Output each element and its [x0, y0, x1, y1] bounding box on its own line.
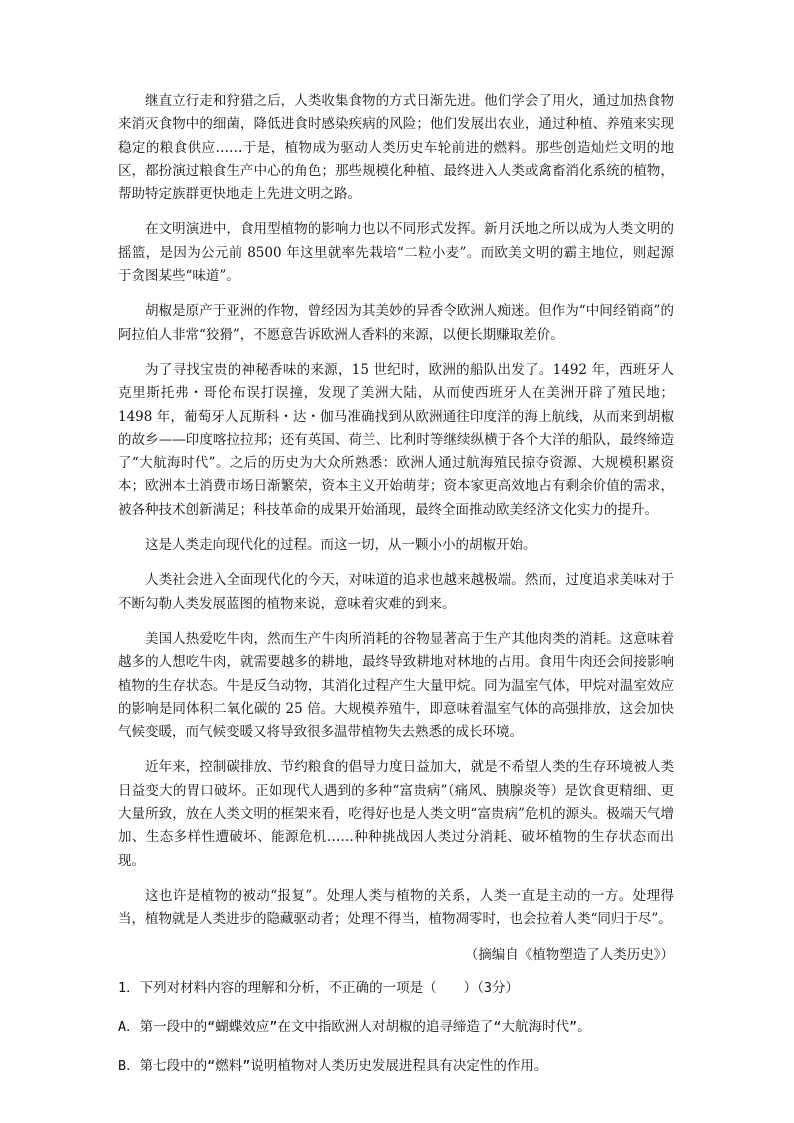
article-paragraph-1: 继直立行走和狩猎之后，人类收集食物的方式日渐先进。他们学会了用火，通过加热食物来消灭食物中的细菌，降低进食时感染疾病的风险；他们发展出农业，通过种植、养殖来实现稳定的粮食供应……于是，植物成为驱动人类历史车轮前进的燃料。那些创造灿烂文明的地区，都扮演过粮食生产中心的角色；那些规模化种植、最终进入人类或禽畜消化系统的植物，帮助特定族群更快地走上先进文明之路。: [118, 93, 674, 203]
article-paragraph-6: 人类社会进入全面现代化的今天，对味道的追求也越来越极端。然而，过度追求美味对于不断勾勒人类发展蓝图的植物来说，意味着灾难的到来。: [118, 572, 674, 612]
article-paragraph-4: 为了寻找宝贵的神秘香味的来源，15 世纪时，欧洲的船队出发了。1492 年，西班牙人克里斯托弗・哥伦布误打误撞，发现了美洲大陆，从而使西班牙人在美洲开辟了殖民地；1498 年，葡萄牙人瓦斯科・达・伽马准确找到从欧洲通往印度洋的海上航线，从而来到胡椒的故乡——印度喀拉拉邦；还有英国、荷兰、比利时等继续纵横于各个大洋的船队，最终缔造了“大航海时代”。之后的历史为大众所熟悉：欧洲人通过航海殖民掠夺资源、大规模积累资本；欧洲本土消费市场日渐繁荣，资本主义开始萌芽；资本家更高效地占有剩余价值的需求，被各种技术创新满足；科技革命的成果开始涌现，最终全面推动欧美经济文化实力的提升。: [118, 361, 674, 518]
article-paragraph-7: 美国人热爱吃牛肉，然而生产牛肉所消耗的谷物显著高于生产其他肉类的消耗。这意味着越多的人想吃牛肉，就需要越多的耕地，最终导致耕地对林地的占用。食用牛肉还会间接影响植物的生存状态。牛是反刍动物，其消化过程产生大量甲烷。同为温室气体，甲烷对温室效应的影响是同体积二氧化碳的 25 倍。大规模养殖牛，即意味着温室气体的高强排放，这会加快气候变暖，而气候变暖又将导致很多温带植物失去熟悉的成长环境。: [118, 630, 674, 741]
article-paragraph-3: 胡椒是原产于亚洲的作物，曾经因为其美妙的异香令欧洲人痴迷。但作为“中间经销商”的阿拉伯人非常“狡猾”，不愿意告诉欧洲人香料的来源，以便长期赚取差价。: [118, 303, 674, 343]
question-stem: 1．下列对材料内容的理解和分析，不正确的一项是（ ）（3分）: [118, 979, 520, 996]
article-paragraph-8: 近年来，控制碳排放、节约粮食的倡导力度日益加大，就是不希望人类的生存环境被人类日益变大的胃口破坏。正如现代人遇到的多种“富贵病”（痛风、胰腺炎等）是饮食更精细、更大量所致，放在人类文明的框架来看，吃得好也是人类文明“富贵病”危机的源头。极端天气增加、生态多样性遭破坏、能源危机……种种挑战因人类过分消耗、破坏植物的生存状态而出现。: [118, 759, 674, 869]
question-option-a: A．第一段中的“蝴蝶效应”在文中指欧洲人对胡椒的追寻缔造了“大航海时代”。: [118, 1019, 591, 1036]
document-page: [118, 90, 674, 1095]
article-source: （摘编自《植物塑造了人类历史》）: [464, 946, 674, 963]
article-paragraph-5: 这是人类走向现代化的过程。而这一切，从一颗小小的胡椒开始。: [145, 537, 537, 554]
article-paragraph-2: 在文明演进中，食用型植物的影响力也以不同形式发挥。新月沃地之所以成为人类文明的摇篮，是因为公元前 8500 年这里就率先栽培“二粒小麦”。而欧美文明的霸主地位，则起源于贪图某些“味道”。: [118, 221, 674, 285]
question-option-b: B．第七段中的“燃料”说明植物对人类历史发展进程具有决定性的作用。: [118, 1058, 548, 1075]
article-paragraph-9: 这也许是植物的被动“报复”。处理人类与植物的关系，人类一直是主动的一方。处理得当，植物就是人类进步的隐藏驱动者；处理不得当，植物凋零时，也会拉着人类“同归于尽”。: [118, 887, 674, 928]
